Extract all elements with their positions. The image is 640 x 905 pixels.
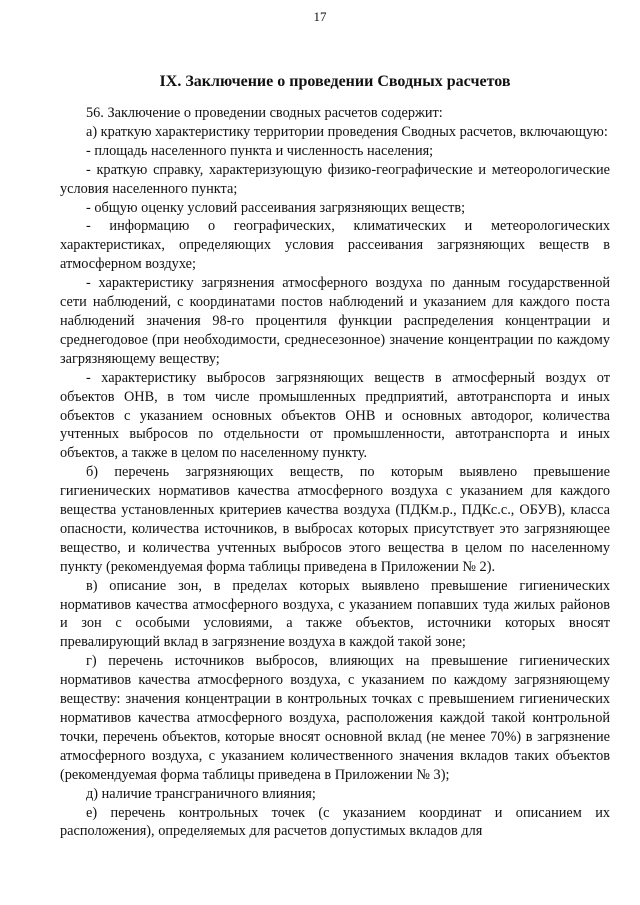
paragraph: - общую оценку условий рассеивания загрязняющих веществ; xyxy=(86,199,466,216)
paragraph: - характеристику выбросов загрязняющих веществ в атмосферный воздух от объектов ОНВ, в том числе промышленных предприятий, автотранспорта и иных объектов с указанием основных объектов ОНВ и основных автодорог, количества учтенных выбросов по отдельности от промышленности, автотранспорта и иных объектов, а также в целом по населенному пункту. xyxy=(60,369,610,462)
paragraph: - характеристику загрязнения атмосферного воздуха по данным государственной сети наблюдений, с координатами постов наблюдений и указанием для каждого поста наблюдений значения 98-го процентиля функции распределения концентрации и среднегодовое (при необходимости, среднесезонное) значение концентрации по каждому загрязняющему веществу; xyxy=(60,275,610,367)
paragraph: 56. Заключение о проведении сводных расчетов содержит: xyxy=(86,105,443,121)
paragraph: г) перечень источников выбросов, влияющих на превышение гигиенических нормативов качества атмосферного воздуха, с указанием по каждому загрязняющему веществу: значения концентрации в контрольных точках с превышением гигиенических нормативов качества атмосферного воздуха, расположения каждой такой контрольной точки, перечень объектов, которые вносят основной вклад (не менее 70%) в загрязнение атмосферного воздуха, с указанием количественного значения вкладов таких объектов (рекомендуемая форма таблицы приведена в Приложении № 3); xyxy=(60,653,610,783)
paragraph: - информацию о географических, климатических и метеорологических характеристиках, определяющих условия рассеивания загрязняющих веществ в атмосферном воздухе; xyxy=(60,218,610,273)
paragraph: е) перечень контрольных точек (с указанием координат и описанием их расположения), определяемых для расчетов допустимых вкладов для xyxy=(60,804,610,840)
paragraph: б) перечень загрязняющих веществ, по которым выявлено превышение гигиенических нормативов качества атмосферного воздуха с указанием для каждого вещества установленных критериев качества воздуха (ПДКм.р., ПДКс.с., ОБУВ), класса опасности, количества источников, в выбросах которых присутствует это загрязняющее вещество, и количества учтенных выбросов этого вещества в целом по населенному пункту (рекомендуемая форма таблицы приведена в Приложении № 2). xyxy=(60,464,610,575)
paragraph: а) краткую характеристику территории проведения Сводных расчетов, включающую: xyxy=(86,123,608,140)
paragraph: в) описание зон, в пределах которых выявлено превышение гигиенических нормативов качества атмосферного воздуха, с указанием попавших туда жилых районов и зон с особыми условиями, а также объектов, источники которых вносят превалирующий вклад в загрязнение воздуха в каждой такой зоне; xyxy=(60,577,610,651)
page-number: 17 xyxy=(313,9,327,24)
paragraph: - краткую справку, характеризующую физико-географические и метеорологические условия населенного пункта; xyxy=(60,161,610,197)
paragraph: - площадь населенного пункта и численность населения; xyxy=(86,142,434,159)
document-body xyxy=(60,104,610,841)
section-heading: IX. Заключение о проведении Сводных расчетов xyxy=(159,73,511,90)
paragraph: д) наличие трансграничного влияния; xyxy=(86,785,316,802)
